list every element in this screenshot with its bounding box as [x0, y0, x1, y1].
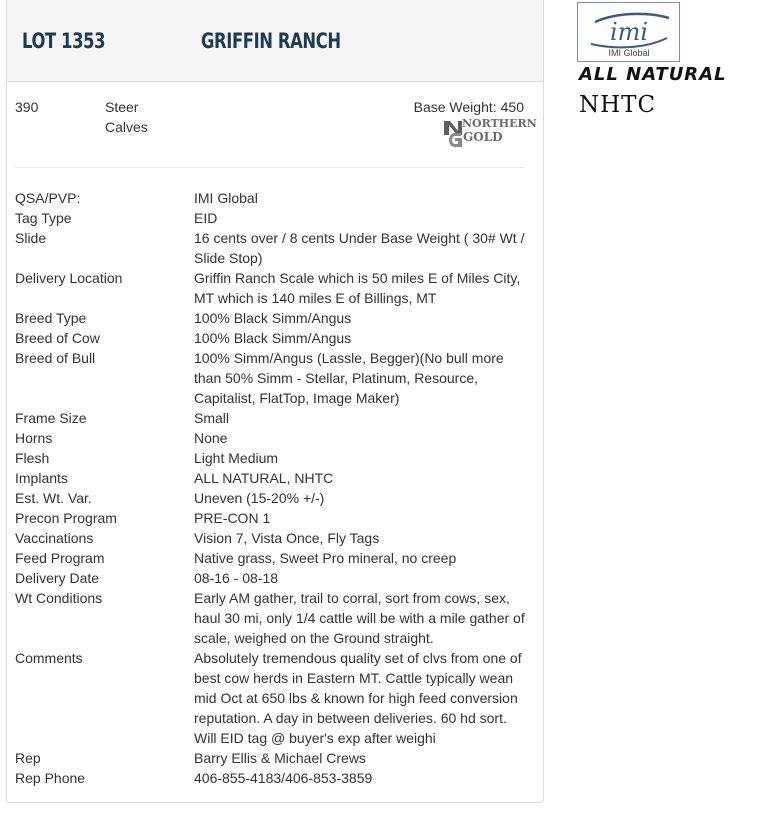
northern-gold-logo	[442, 117, 537, 149]
nhtc-badge: NHTC	[579, 92, 657, 118]
head-count: 390	[15, 99, 39, 115]
detail-value: IMI Global	[194, 190, 258, 206]
detail-value: Vision 7, Vista Once, Fly Tags	[194, 530, 380, 546]
detail-value: Barry Ellis & Michael Crews	[194, 750, 366, 766]
base-weight-label: Base Weight:	[413, 99, 497, 115]
detail-row	[15, 748, 530, 768]
detail-value: 100% Black Simm/Angus	[194, 330, 352, 346]
detail-label: Delivery Date	[15, 570, 100, 586]
detail-row	[15, 488, 530, 508]
detail-row	[15, 548, 530, 568]
imi-logo-text: imi	[609, 18, 649, 46]
detail-label: Breed Type	[15, 310, 87, 326]
all-natural-badge: ALL NATURAL	[579, 64, 727, 85]
lot-card-header	[7, 0, 543, 82]
detail-value: 406-855-4183/406-853-3859	[194, 770, 373, 786]
detail-label: Tag Type	[15, 210, 72, 226]
imi-global-logo-graphic	[577, 2, 680, 62]
detail-value: Small	[194, 410, 230, 426]
detail-label: Breed of Cow	[15, 330, 100, 346]
detail-row	[15, 528, 530, 548]
detail-row	[15, 648, 530, 748]
detail-row	[15, 208, 530, 228]
detail-label: Frame Size	[15, 410, 87, 426]
detail-value: PRE-CON 1	[194, 510, 271, 526]
lot-number: LOT 1353	[22, 29, 106, 53]
detail-value: Native grass, Sweet Pro mineral, no creep	[194, 550, 457, 566]
detail-label: Delivery Location	[15, 270, 123, 286]
detail-value: Early AM gather, trail to corral, sort from cows, sex, haul 30 mi, only 1/4 cattle will be with a mile gather of scale, weighed on the Ground straight.	[194, 590, 525, 646]
lot-details	[15, 188, 530, 788]
imi-logo-subtext: IMI Global	[608, 48, 650, 58]
detail-value: Absolutely tremendous quality set of clvs from one of best cow herds in Eastern MT. Cattle typically wean mid Oct at 650 lbs & known for high feed conversion reputation. A day in between deliveries. 60 hd sort. Will EID tag @ buyer's exp after weighi	[194, 650, 522, 746]
detail-row	[15, 768, 530, 788]
base-weight-value: 450	[500, 99, 524, 115]
detail-label: Breed of Bull	[15, 350, 96, 366]
detail-value: 08-16 - 08-18	[194, 570, 279, 586]
detail-label: Precon Program	[15, 510, 117, 526]
detail-label: Vaccinations	[15, 530, 94, 546]
detail-row	[15, 268, 530, 308]
detail-label: Rep Phone	[15, 770, 86, 786]
detail-label: Comments	[15, 650, 83, 666]
detail-label: Implants	[15, 470, 68, 486]
base-weight	[414, 97, 524, 117]
detail-value: Light Medium	[194, 450, 279, 466]
ranch-name: GRIFFIN RANCH	[201, 29, 341, 53]
detail-row	[15, 228, 530, 268]
detail-label: Wt Conditions	[15, 590, 103, 606]
animal-type: Steer Calves	[105, 99, 148, 135]
detail-label: Rep	[15, 750, 41, 766]
detail-value: 100% Black Simm/Angus	[194, 310, 352, 326]
detail-row	[15, 448, 530, 468]
detail-value: EID	[194, 210, 218, 226]
detail-row	[15, 348, 530, 408]
detail-row	[15, 408, 530, 428]
detail-value: Griffin Ranch Scale which is 50 miles E of Miles City, MT which is 140 miles E of Billings, MT	[194, 270, 521, 306]
detail-value: ALL NATURAL, NHTC	[194, 470, 334, 486]
detail-label: Flesh	[15, 450, 50, 466]
detail-row	[15, 468, 530, 488]
detail-label: Slide	[15, 230, 47, 246]
northern-word: NORTHERN	[462, 117, 537, 130]
detail-value: None	[194, 430, 228, 446]
detail-row	[15, 188, 530, 208]
detail-label: Est. Wt. Var.	[15, 490, 92, 506]
detail-row	[15, 568, 530, 588]
detail-row	[15, 328, 530, 348]
gold-word: GOLD	[463, 130, 503, 144]
detail-value: 16 cents over / 8 cents Under Base Weight ( 30# Wt / Slide Stop)	[194, 230, 525, 266]
detail-value: 100% Simm/Angus (Lassle, Begger)(No bull more than 50% Simm - Stellar, Platinum, Resource, Capitalist, FlatTop, Image Maker)	[194, 350, 504, 406]
detail-row	[15, 308, 530, 328]
detail-label: QSA/PVP:	[15, 190, 81, 206]
detail-value: Uneven (15-20% +/-)	[194, 490, 325, 506]
imi-global-logo	[577, 2, 680, 62]
detail-label: Feed Program	[15, 550, 105, 566]
lot-summary	[15, 97, 537, 168]
detail-row	[15, 508, 530, 528]
detail-row	[15, 428, 530, 448]
detail-row	[15, 588, 530, 648]
detail-label: Horns	[15, 430, 53, 446]
